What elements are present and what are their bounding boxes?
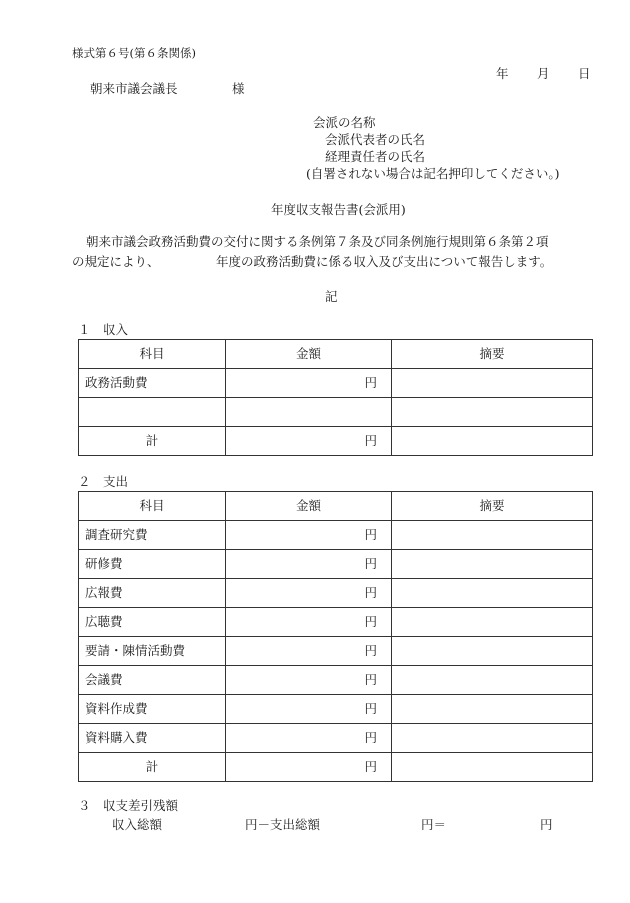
expenditure-total-amount: 円 <box>226 753 392 782</box>
expenditure-note <box>392 666 593 695</box>
table-row <box>79 753 593 782</box>
balance-heading: ３ 収支差引残額 <box>78 798 179 813</box>
balance-expense-total-label: 円－支出総額 <box>245 817 321 832</box>
income-amount <box>226 398 392 427</box>
income-amount: 円 <box>226 369 392 398</box>
expenditure-amount: 円 <box>226 695 392 724</box>
table-row <box>79 398 593 427</box>
expenditure-amount: 円 <box>226 666 392 695</box>
table-row <box>79 550 593 579</box>
expenditure-note <box>392 637 593 666</box>
income-heading: １ 収入 <box>78 322 129 337</box>
expenditure-amount: 円 <box>226 608 392 637</box>
expenditure-note <box>392 579 593 608</box>
expenditure-note <box>392 695 593 724</box>
expenditure-note <box>392 550 593 579</box>
table-row <box>79 579 593 608</box>
table-row <box>79 369 593 398</box>
document-title: 年度収支報告書(会派用) <box>271 202 406 217</box>
expenditure-header-item: 科目 <box>79 492 226 521</box>
income-header-note: 摘要 <box>392 340 593 369</box>
expenditure-item: 広報費 <box>79 579 226 608</box>
income-total-label: 計 <box>79 427 226 456</box>
expenditure-header-row <box>79 492 593 521</box>
date-year-label: 年 <box>496 66 509 81</box>
income-item: 政務活動費 <box>79 369 226 398</box>
date-month-label: 月 <box>537 66 550 81</box>
table-row <box>79 608 593 637</box>
income-item <box>79 398 226 427</box>
income-header-amount: 金額 <box>226 340 392 369</box>
expenditure-amount: 円 <box>226 637 392 666</box>
table-row <box>79 666 593 695</box>
income-header-row <box>79 340 593 369</box>
expenditure-note <box>392 724 593 753</box>
income-header-item: 科目 <box>79 340 226 369</box>
income-total-amount: 円 <box>226 427 392 456</box>
expenditure-note <box>392 608 593 637</box>
body-text-line1: 朝来市議会政務活動費の交付に関する条例第７条及び同条例施行規則第６条第２項 <box>86 234 549 249</box>
table-row <box>79 637 593 666</box>
expenditure-item: 調査研究費 <box>79 521 226 550</box>
table-row <box>79 427 593 456</box>
ki-mark: 記 <box>325 289 338 304</box>
expenditure-item: 広聴費 <box>79 608 226 637</box>
expenditure-item: 会議費 <box>79 666 226 695</box>
table-row <box>79 521 593 550</box>
expenditure-amount: 円 <box>226 521 392 550</box>
expenditure-item: 研修費 <box>79 550 226 579</box>
income-table <box>78 339 593 456</box>
expenditure-total-label: 計 <box>79 753 226 782</box>
addressee-honorific: 様 <box>232 81 245 96</box>
expenditure-item: 要請・陳情活動費 <box>79 637 226 666</box>
income-note <box>392 427 593 456</box>
table-row <box>79 695 593 724</box>
faction-name-label: 会派の名称 <box>313 115 376 130</box>
representative-label: 会派代表者の氏名 <box>325 132 426 147</box>
expenditure-note <box>392 753 593 782</box>
table-row <box>79 724 593 753</box>
body-text-line2-a: の規定により、 <box>72 254 160 269</box>
balance-income-total-label: 収入総額 <box>112 817 163 832</box>
body-text-line2-b: 年度の政務活動費に係る収入及び支出について報告します。 <box>216 254 553 269</box>
expenditure-item: 資料購入費 <box>79 724 226 753</box>
expenditure-heading: ２ 支出 <box>78 474 129 489</box>
expenditure-header-note: 摘要 <box>392 492 593 521</box>
expenditure-note <box>392 521 593 550</box>
expenditure-item: 資料作成費 <box>79 695 226 724</box>
expenditure-amount: 円 <box>226 550 392 579</box>
expenditure-amount: 円 <box>226 579 392 608</box>
expenditure-table <box>78 491 593 782</box>
form-number: 様式第６号(第６条関係) <box>72 46 196 60</box>
income-note <box>392 369 593 398</box>
balance-yen-label: 円 <box>540 817 553 832</box>
expenditure-header-amount: 金額 <box>226 492 392 521</box>
expenditure-amount: 円 <box>226 724 392 753</box>
date-day-label: 日 <box>578 66 591 81</box>
income-note <box>392 398 593 427</box>
accountant-label: 経理責任者の氏名 <box>325 149 426 164</box>
balance-equals-label: 円＝ <box>421 817 447 832</box>
signature-note: (自署されない場合は記名押印してください。) <box>306 166 560 181</box>
addressee-name: 朝来市議会議長 <box>90 81 178 96</box>
